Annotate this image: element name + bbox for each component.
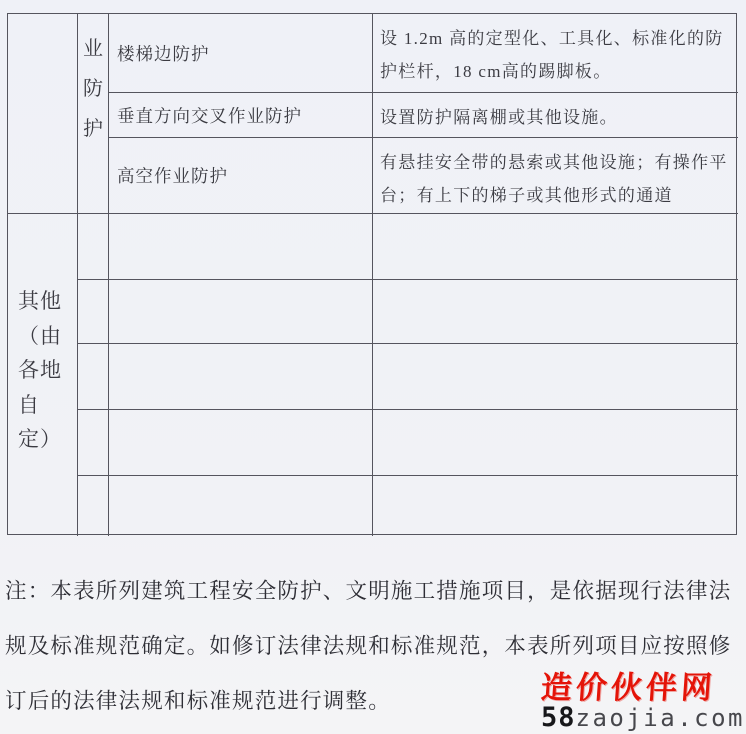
footnote-line: 规及标准规范确定。如修订法律法规和标准规范，本表所列项目应按照修 <box>5 634 732 658</box>
blank-cell <box>373 476 738 536</box>
footnote-line: 注：本表所列建筑工程安全防护、文明施工措施项目，是依据现行法律法 <box>5 579 732 603</box>
requirement-text: 设置防护隔离棚或其他设施。 <box>380 108 618 127</box>
blank-cell <box>373 280 738 344</box>
item-name-cell-high-altitude-work <box>109 138 373 214</box>
footnote-line: 订后的法律法规和标准规范进行调整。 <box>5 689 391 713</box>
requirement-cell-high-altitude-work <box>373 138 738 214</box>
other-label-line: 定） <box>18 427 62 451</box>
watermark-brand-text: 造价伙伴网 <box>539 670 718 705</box>
blank-cell <box>109 410 373 476</box>
blank-cell <box>109 280 373 344</box>
requirement-text: 设 1.2m 高的定型化、工具化、标准化的防护栏杆，18 cm高的踢脚板。 <box>380 29 724 81</box>
watermark-domain-rest: zaojia.com <box>575 704 745 732</box>
blank-cell <box>78 410 109 476</box>
category-char: 防 <box>83 78 103 100</box>
blank-cell <box>373 410 738 476</box>
item-name-text: 垂直方向交叉作业防护 <box>117 105 302 126</box>
blank-cell <box>78 344 109 410</box>
blank-cell <box>373 214 738 280</box>
blank-cell <box>109 214 373 280</box>
item-name-text: 高空作业防护 <box>117 166 228 186</box>
blank-cell <box>78 476 109 536</box>
site-watermark <box>541 672 745 731</box>
watermark-domain-bold: 58 <box>540 702 576 733</box>
other-section-label <box>8 214 78 536</box>
other-label-line: 自 <box>18 392 40 417</box>
item-name-text: 楼梯边防护 <box>117 43 210 64</box>
category-label-vertical <box>78 14 109 214</box>
category-char: 业 <box>83 38 103 60</box>
safety-measures-table <box>7 13 737 535</box>
category-char: 护 <box>83 118 103 140</box>
empty-category-group-cell <box>8 14 78 214</box>
item-name-cell-stair-edge <box>109 14 373 93</box>
other-label-line: 各地 <box>18 358 62 382</box>
blank-cell <box>78 280 109 344</box>
other-label-line: （由 <box>18 323 62 348</box>
watermark-domain-text <box>541 704 745 731</box>
requirement-cell-vertical-cross-work <box>373 93 738 138</box>
requirement-text: 有悬挂安全带的悬索或其他设施；有操作平台；有上下的梯子或其他形式的通道 <box>380 153 728 205</box>
blank-cell <box>78 214 109 280</box>
other-label-line: 其他 <box>18 289 62 313</box>
blank-cell <box>373 344 738 410</box>
requirement-cell-stair-edge <box>373 14 738 93</box>
item-name-cell-vertical-cross-work <box>109 93 373 138</box>
blank-cell <box>109 344 373 410</box>
blank-cell <box>109 476 373 536</box>
